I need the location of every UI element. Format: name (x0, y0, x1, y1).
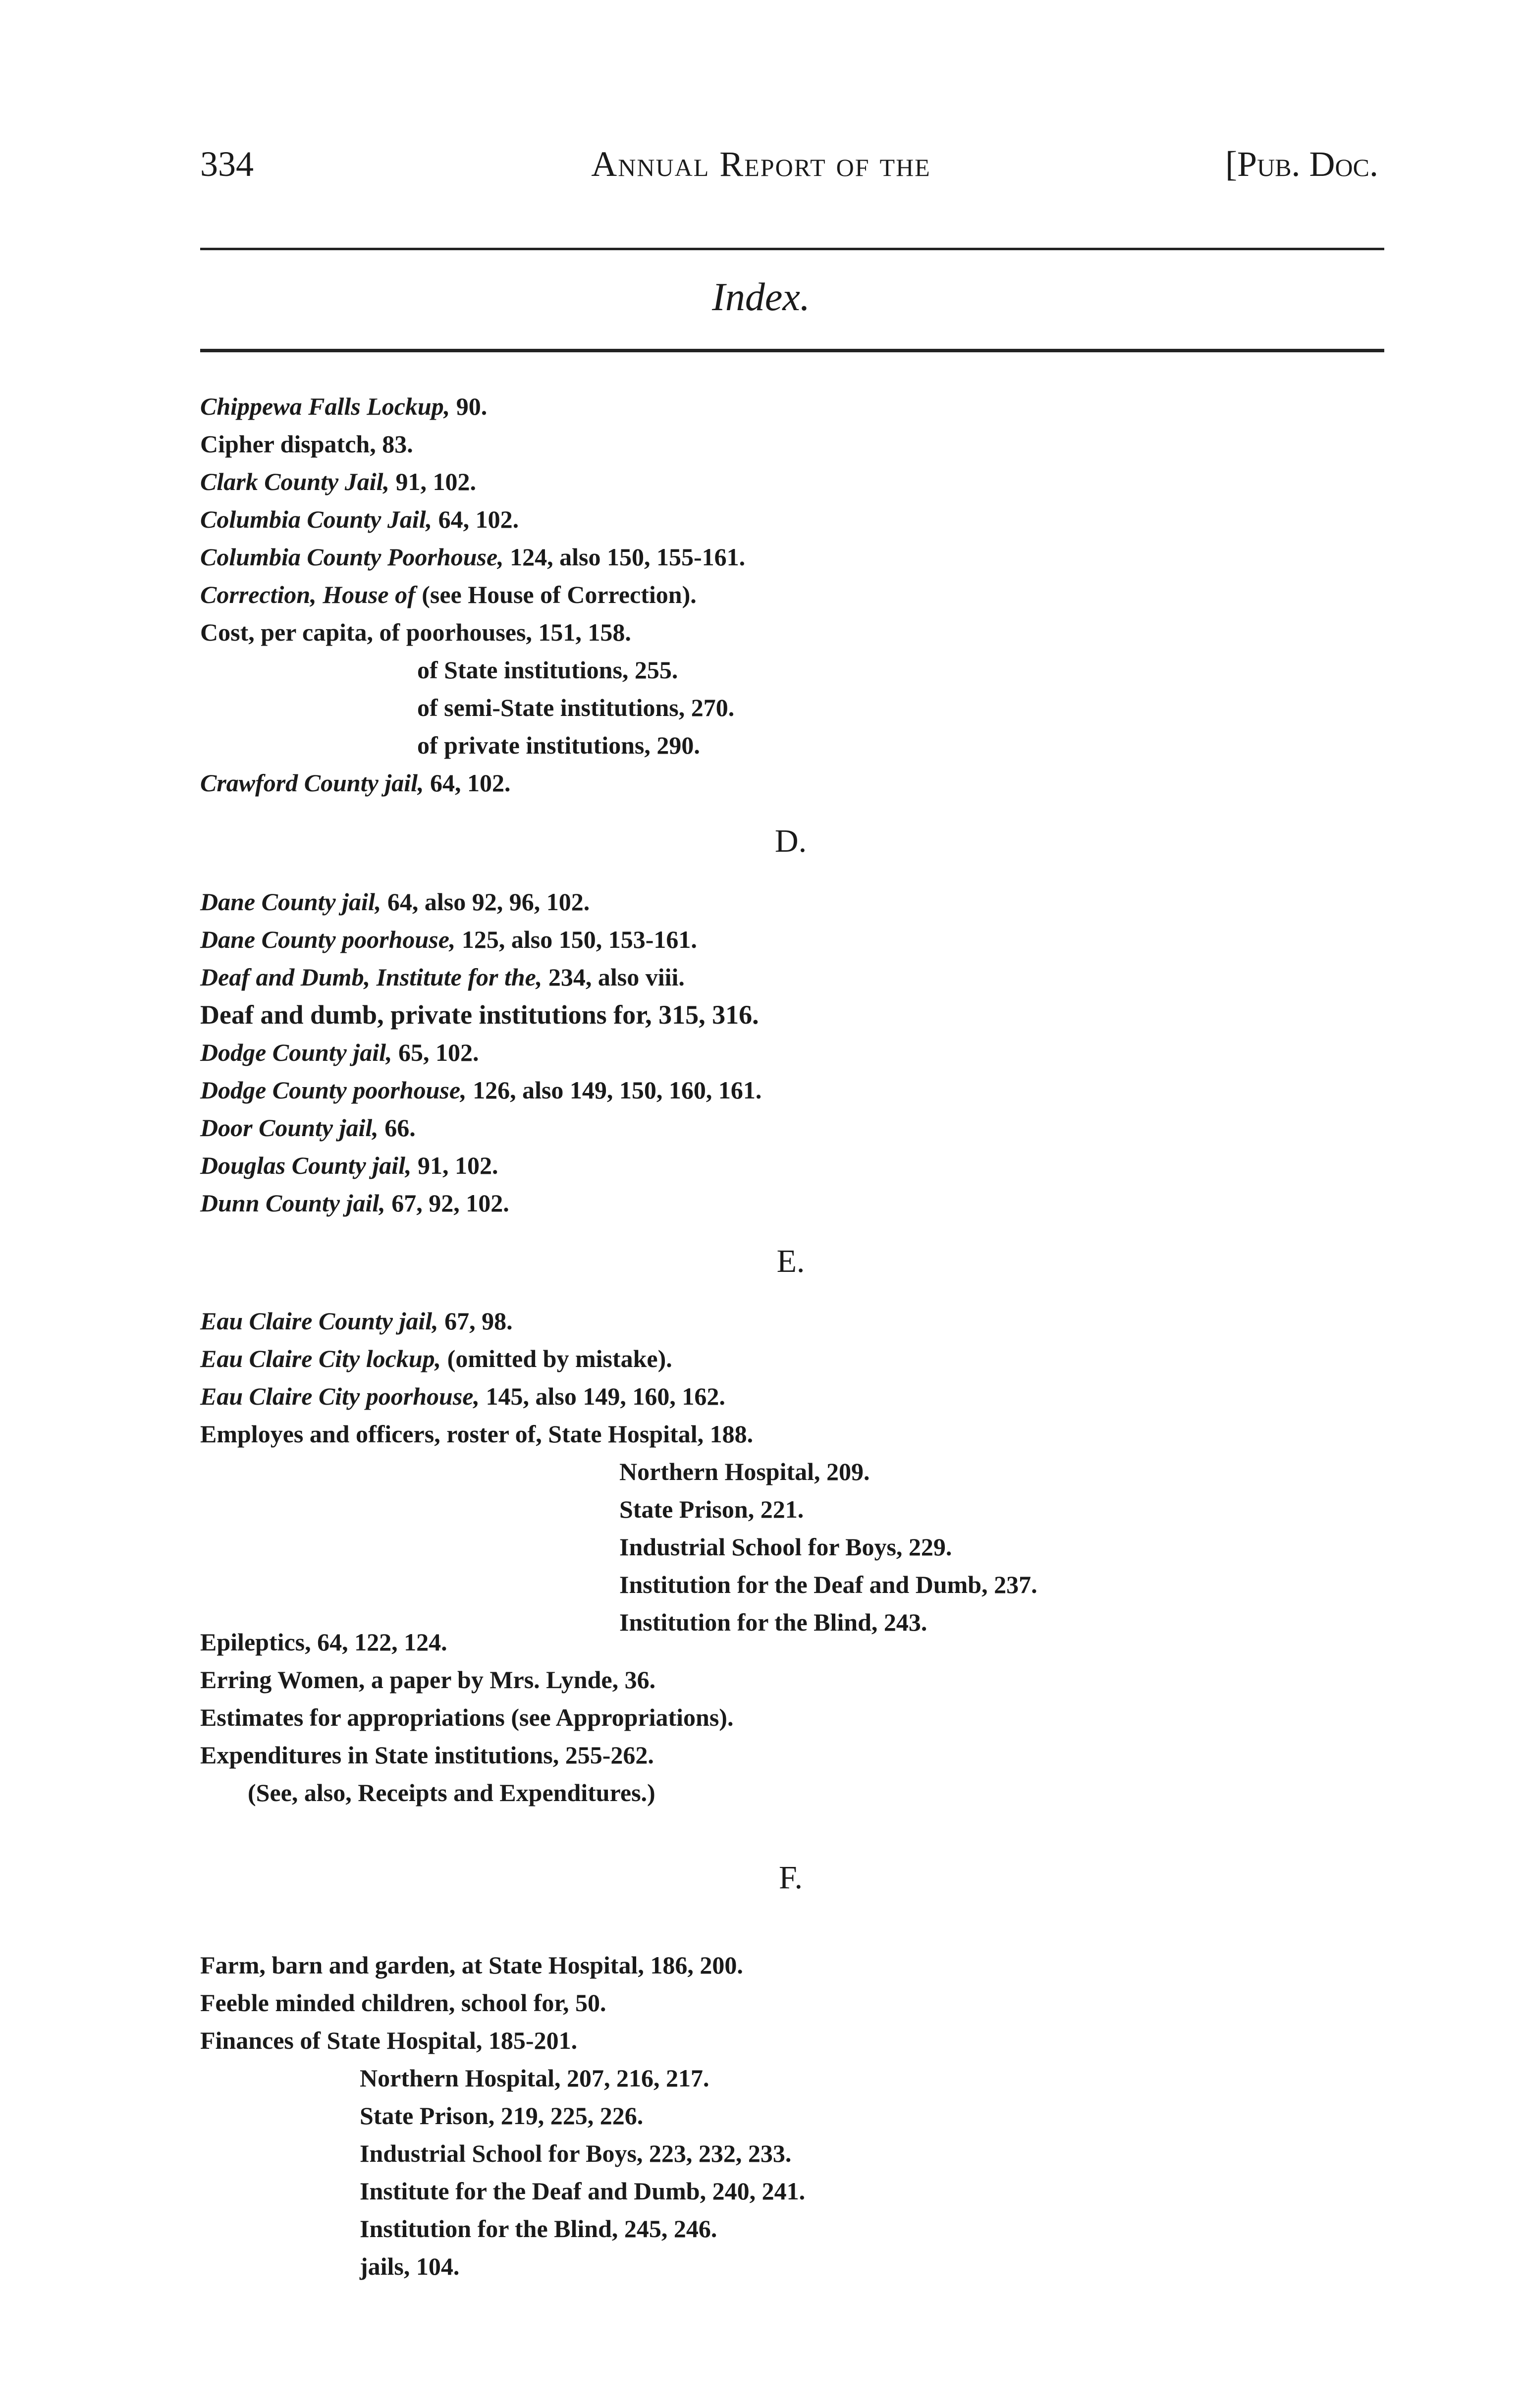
heading-rule (200, 349, 1384, 352)
index-entry: Columbia County Jail, 64, 102. (200, 505, 519, 533)
index-entry: Cipher dispatch, 83. (200, 430, 413, 458)
index-subentry: Institution for the Blind, 243. (619, 1608, 927, 1636)
index-entry: Estimates for appropriations (see Appropriations). (200, 1703, 734, 1731)
page-header (0, 144, 1522, 198)
index-entry: Dane County jail, 64, also 92, 96, 102. (200, 888, 590, 916)
index-subentry: State Prison, 221. (619, 1495, 804, 1523)
index-entry: Expenditures in State institutions, 255-262. (200, 1741, 654, 1769)
section-letter-d: D. (774, 823, 807, 859)
index-subentry: of State institutions, 255. (417, 656, 678, 684)
index-entry: Dane County poorhouse, 125, also 150, 153-161. (200, 926, 697, 953)
index-entry: Eau Claire City lockup, (omitted by mistake). (200, 1345, 672, 1372)
running-title: Annual Report of the (591, 144, 931, 184)
index-entry: Cost, per capita, of poorhouses, 151, 158. (200, 618, 631, 646)
index-subentry: State Prison, 219, 225, 226. (360, 2102, 644, 2130)
index-entry: Clark County Jail, 91, 102. (200, 468, 477, 495)
index-entry: Feeble minded children, school for, 50. (200, 1989, 606, 2017)
index-entry: Correction, House of (see House of Correction). (200, 581, 697, 608)
index-entry: Chippewa Falls Lockup, 90. (200, 392, 488, 420)
index-entry: Douglas County jail, 91, 102. (200, 1151, 498, 1179)
index-heading: Index. (712, 275, 810, 319)
index-entry: Door County jail, 66. (200, 1114, 416, 1142)
page-number: 334 (200, 144, 254, 184)
index-entry: Epileptics, 64, 122, 124. (200, 1628, 447, 1656)
index-entry: Deaf and dumb, private institutions for, 315, 316. (200, 1000, 759, 1030)
index-subentry: jails, 104. (360, 2252, 460, 2280)
index-subentry: Institution for the Deaf and Dumb, 237. (619, 1571, 1037, 1598)
index-entry: Dunn County jail, 67, 92, 102. (200, 1189, 509, 1217)
index-entry: Deaf and Dumb, Institute for the, 234, also viii. (200, 963, 685, 991)
index-subentry: Northern Hospital, 207, 216, 217. (360, 2064, 709, 2092)
index-subentry: Northern Hospital, 209. (619, 1458, 870, 1485)
index-entry: Employes and officers, roster of, State Hospital, 188. (200, 1420, 754, 1448)
index-subentry: Industrial School for Boys, 223, 232, 233. (360, 2139, 792, 2167)
index-subentry: Industrial School for Boys, 229. (619, 1533, 952, 1561)
index-entry: Farm, barn and garden, at State Hospital, 186, 200. (200, 1951, 743, 1979)
section-letter-f: F. (779, 1860, 803, 1896)
index-entry: Crawford County jail, 64, 102. (200, 769, 511, 797)
index-subentry: of semi-State institutions, 270. (417, 694, 735, 721)
index-subentry: (See, also, Receipts and Expenditures.) (248, 1779, 655, 1806)
index-entry: Erring Women, a paper by Mrs. Lynde, 36. (200, 1666, 656, 1694)
document-label: [Pub. Doc. (1225, 144, 1378, 184)
index-entry: Eau Claire County jail, 67, 98. (200, 1307, 513, 1335)
index-subentry: of private institutions, 290. (417, 731, 700, 759)
index-entry: Eau Claire City poorhouse, 145, also 149, 160, 162. (200, 1382, 725, 1410)
section-letter-e: E. (776, 1243, 805, 1279)
index-entry: Columbia County Poorhouse, 124, also 150, 155-161. (200, 543, 746, 571)
index-entry: Dodge County jail, 65, 102. (200, 1039, 479, 1066)
index-entry: Finances of State Hospital, 185-201. (200, 2026, 578, 2054)
index-entry: Dodge County poorhouse, 126, also 149, 150, 160, 161. (200, 1076, 762, 1104)
index-subentry: Institution for the Blind, 245, 246. (360, 2215, 717, 2243)
index-subentry: Institute for the Deaf and Dumb, 240, 241. (360, 2177, 806, 2205)
top-rule (200, 248, 1384, 250)
